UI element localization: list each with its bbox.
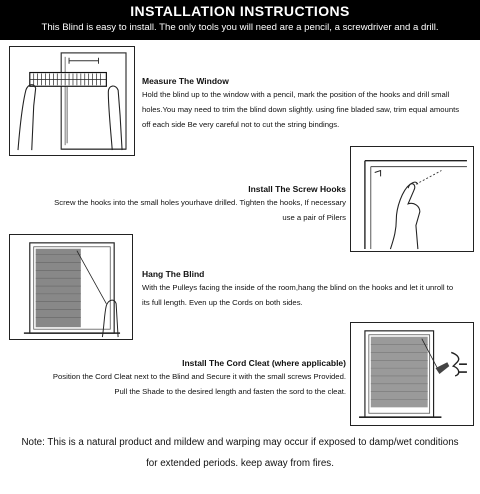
step1-title: Measure The Window [142,76,229,86]
step2-line: use a pair of Pilers [282,213,346,222]
header-banner [0,0,480,40]
step1-illustration [9,46,135,156]
step1-line: off each side Be very careful not to cut the string bindings. [142,120,340,129]
step1-text [142,87,472,132]
step4-text [26,369,346,399]
step2-line: Screw the hooks into the small holes yourhave drilled. Tighten the hooks, If necessary [54,198,346,207]
step4-line: Position the Cord Cleat next to the Blind and Secure it with the small screws Provided. [52,372,346,381]
step3-title: Hang The Blind [142,269,205,279]
page-title: INSTALLATION INSTRUCTIONS [130,3,350,19]
note-line-2: for extended periods. keep away from fires. [146,458,334,469]
step3-text [142,280,474,310]
step2-title: Install The Screw Hooks [248,184,346,194]
page-subtitle: This Blind is easy to install. The only tools you will need are a pencil, a screwdriver and a drill. [41,22,439,33]
step3-illustration [9,234,133,340]
step2-text [26,195,346,225]
step3-line: With the Pulleys facing the inside of the room,hang the blind on the hooks and let it unroll to [142,283,454,292]
step3-line: its full length. Even up the Cords on both sides. [142,298,303,307]
step4-illustration [350,322,474,426]
step1-line: holes.You may need to trim the blind down slightly. using fine bladed saw, trim equal amounts [142,105,460,114]
screw-hook-drawing [351,147,473,251]
warning-note [6,432,474,474]
note-line-1: Note: This is a natural product and mildew and warping may occur if exposed to damp/wet conditions [21,437,459,448]
step1-line: Hold the blind up to the window with a pencil, mark the position of the hooks and drill small [142,90,450,99]
step4-title: Install The Cord Cleat (where applicable) [182,358,346,368]
measure-window-drawing [10,47,134,155]
hang-blind-drawing [10,235,132,339]
cord-cleat-drawing [351,323,473,425]
step4-line: Pull the Shade to the desired length and fasten the sord to the cleat. [114,387,346,396]
step2-illustration [350,146,474,252]
